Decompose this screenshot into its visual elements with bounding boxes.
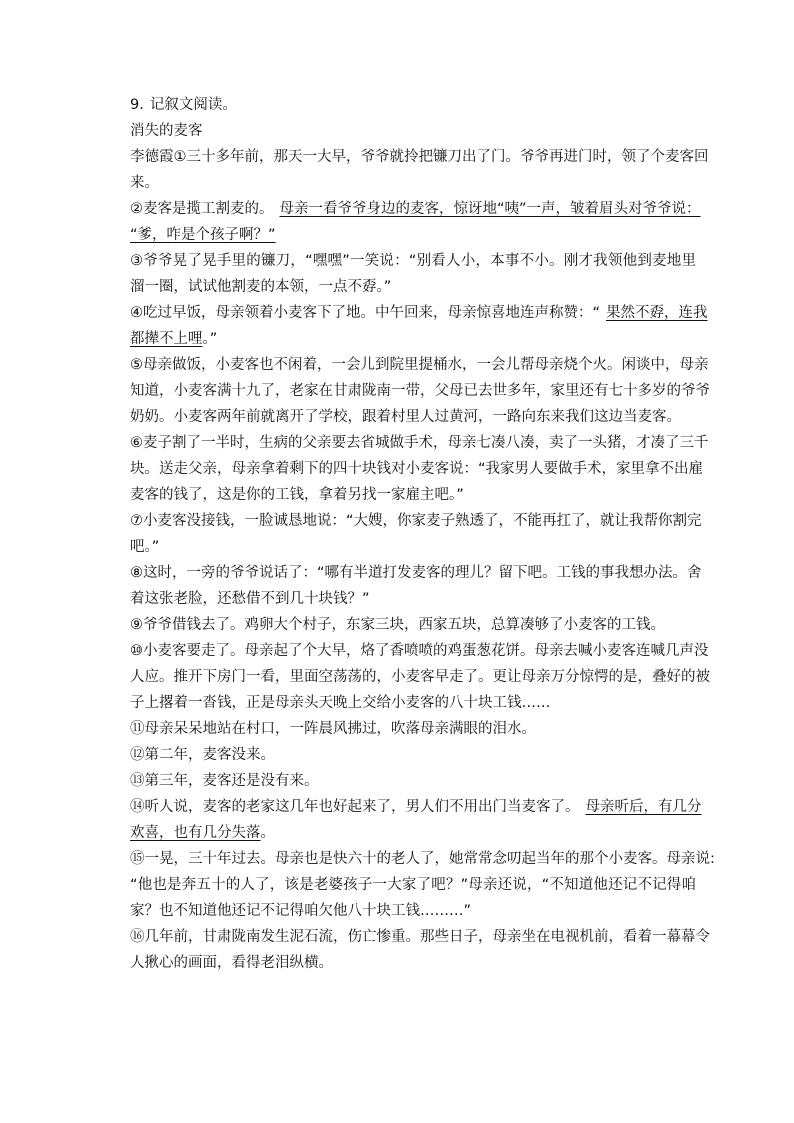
paragraph-8-line-1: ⑧这时，一旁的爷爷说话了：“哪有半道打发麦客的理儿？留下吧。工钱的事我想办法。舍 xyxy=(130,565,702,581)
paragraph-2-line-1: ②麦客是揽工割麦的。 母亲一看爷爷身边的麦客，惊讶地“咦”一声，皱着眉头对爷爷说： xyxy=(130,201,701,217)
paragraph-16-line-1: ⑯几年前，甘肃陇南发生泥石流，伤亡惨重。那些日子，母亲坐在电视机前，看着一幕幕令 xyxy=(130,929,710,945)
paragraph-12: ⑫第二年，麦客没来。 xyxy=(130,747,275,763)
paragraph-6-line-1: ⑥麦子割了一半时，生病的父亲要去省城做手术，母亲七凑八凑，卖了一头猪，才凑了三千 xyxy=(130,435,709,451)
paragraph-10-line-2: 人应。推开下房门一看，里面空荡荡的，小麦客早走了。更让母亲万分惊愕的是，叠好的被 xyxy=(130,669,710,685)
article-author: 李德霞 xyxy=(130,149,174,165)
question-title: 记叙文阅读。 xyxy=(149,97,237,113)
paragraph-6-line-3: 麦客的钱了，这是你的工钱，拿着另找一家雇主吧。” xyxy=(130,487,464,503)
paragraph-8-line-2: 着这张老脸，还愁借不到几十块钱？” xyxy=(130,591,370,607)
underlined-sentence-3-cont: 欢喜，也有几分失落 xyxy=(130,825,261,841)
paragraph-13: ⑬第三年，麦客还是没有来。 xyxy=(130,773,319,789)
paragraph-5-line-1: ⑤母亲做饭，小麦客也不闲着，一会儿到院里提桶水，一会儿帮母亲烧个火。闲谈中，母亲 xyxy=(130,357,709,373)
underlined-sentence-3: 母亲听后，有几分 xyxy=(585,799,702,815)
paragraph-4-line-2: 都撵不上哩。” xyxy=(130,331,218,347)
paragraph-10-line-3: 子上撂着一沓钱，正是母亲头天晚上交给小麦客的八十块工钱…… xyxy=(130,695,551,711)
underlined-sentence-1: 母亲一看爷爷身边的麦客，惊讶地“咦”一声，皱着眉头对爷爷说： xyxy=(279,201,701,217)
question-number: 9. xyxy=(130,97,144,113)
paragraph-7-line-2: 吧。” xyxy=(130,539,160,555)
paragraph-10-line-1: ⑩小麦客要走了。母亲起了个大早，烙了香喷喷的鸡蛋葱花饼。母亲去喊小麦客连喊几声没 xyxy=(130,643,709,659)
underlined-sentence-1-cont: “爹，咋是个孩子啊？” xyxy=(130,227,276,243)
article-title: 消失的麦客 xyxy=(130,123,203,139)
paragraph-14-line-2: 欢喜，也有几分失落。 xyxy=(130,825,275,841)
underlined-sentence-2: 果然不孬，连我 xyxy=(606,305,708,321)
paragraph-6-line-2: 块。送走父亲，母亲拿着剩下的四十块钱对小麦客说：“我家男人要做手术，家里拿不出雇 xyxy=(130,461,704,477)
paragraph-1-line-1: 李德霞①三十多年前，那天一大早，爷爷就拎把镰刀出了门。爷爷再进门时，领了个麦客回 xyxy=(130,149,709,165)
paragraph-3-line-1: ③爷爷晃了晃手里的镰刀，“嘿嘿”一笑说：“别看人小，本事不小。刚才我领他到麦地里 xyxy=(130,253,696,269)
underlined-sentence-2-cont: 都撵不上哩 xyxy=(130,331,203,347)
paragraph-5-line-2: 知道，小麦客满十九了，老家在甘肃陇南一带，父母已去世多年，家里还有七十多岁的爷爷 xyxy=(130,383,710,399)
paragraph-16-line-2: 人揪心的画面，看得老泪纵横。 xyxy=(130,955,333,971)
question-heading xyxy=(130,92,696,118)
paragraph-15-line-3: 家？也不知道他还记不记得咱欠他八十块工钱………” xyxy=(130,903,472,919)
paragraph-3-line-2: 溜一圈，试试他割麦的本领，一点不孬。” xyxy=(130,279,392,295)
paragraph-4-line-1: ④吃过早饭，母亲领着小麦客下了地。中午回来，母亲惊喜地连声称赞：“ 果然不孬，连我 xyxy=(130,305,708,321)
paragraph-15-line-2: “他也是奔五十的人了，该是老婆孩子一大家了吧？”母亲还说，“不知道他还记不记得咱 xyxy=(130,877,696,893)
paragraph-14-line-1: ⑭听人说，麦客的老家这几年也好起来了，男人们不用出门当麦客了。 母亲听后，有几分 xyxy=(130,799,702,815)
paragraph-5-line-3: 奶奶。小麦客两年前就离开了学校，跟着村里人过黄河，一路向东来我们这边当麦客。 xyxy=(130,409,681,425)
paragraph-2-line-2 xyxy=(130,222,696,248)
paragraph-9: ⑨爷爷借钱去了。鸡卵大个村子，东家三块，西家五块，总算凑够了小麦客的工钱。 xyxy=(130,617,665,633)
paragraph-1-line-2: 来。 xyxy=(130,175,159,191)
paragraph-7-line-1: ⑦小麦客没接钱，一脸诚恳地说：“大嫂，你家麦子熟透了，不能再扛了，就让我帮你割完 xyxy=(130,513,702,529)
article-body xyxy=(130,92,715,976)
paragraph-15-line-1: ⑮一晃，三十年过去。母亲也是快六十的老人了，她常常念叨起当年的那个小麦客。母亲说: xyxy=(130,851,715,867)
paragraph-11: ⑪母亲呆呆地站在村口，一阵晨风拂过，吹落母亲满眼的泪水。 xyxy=(130,721,536,737)
